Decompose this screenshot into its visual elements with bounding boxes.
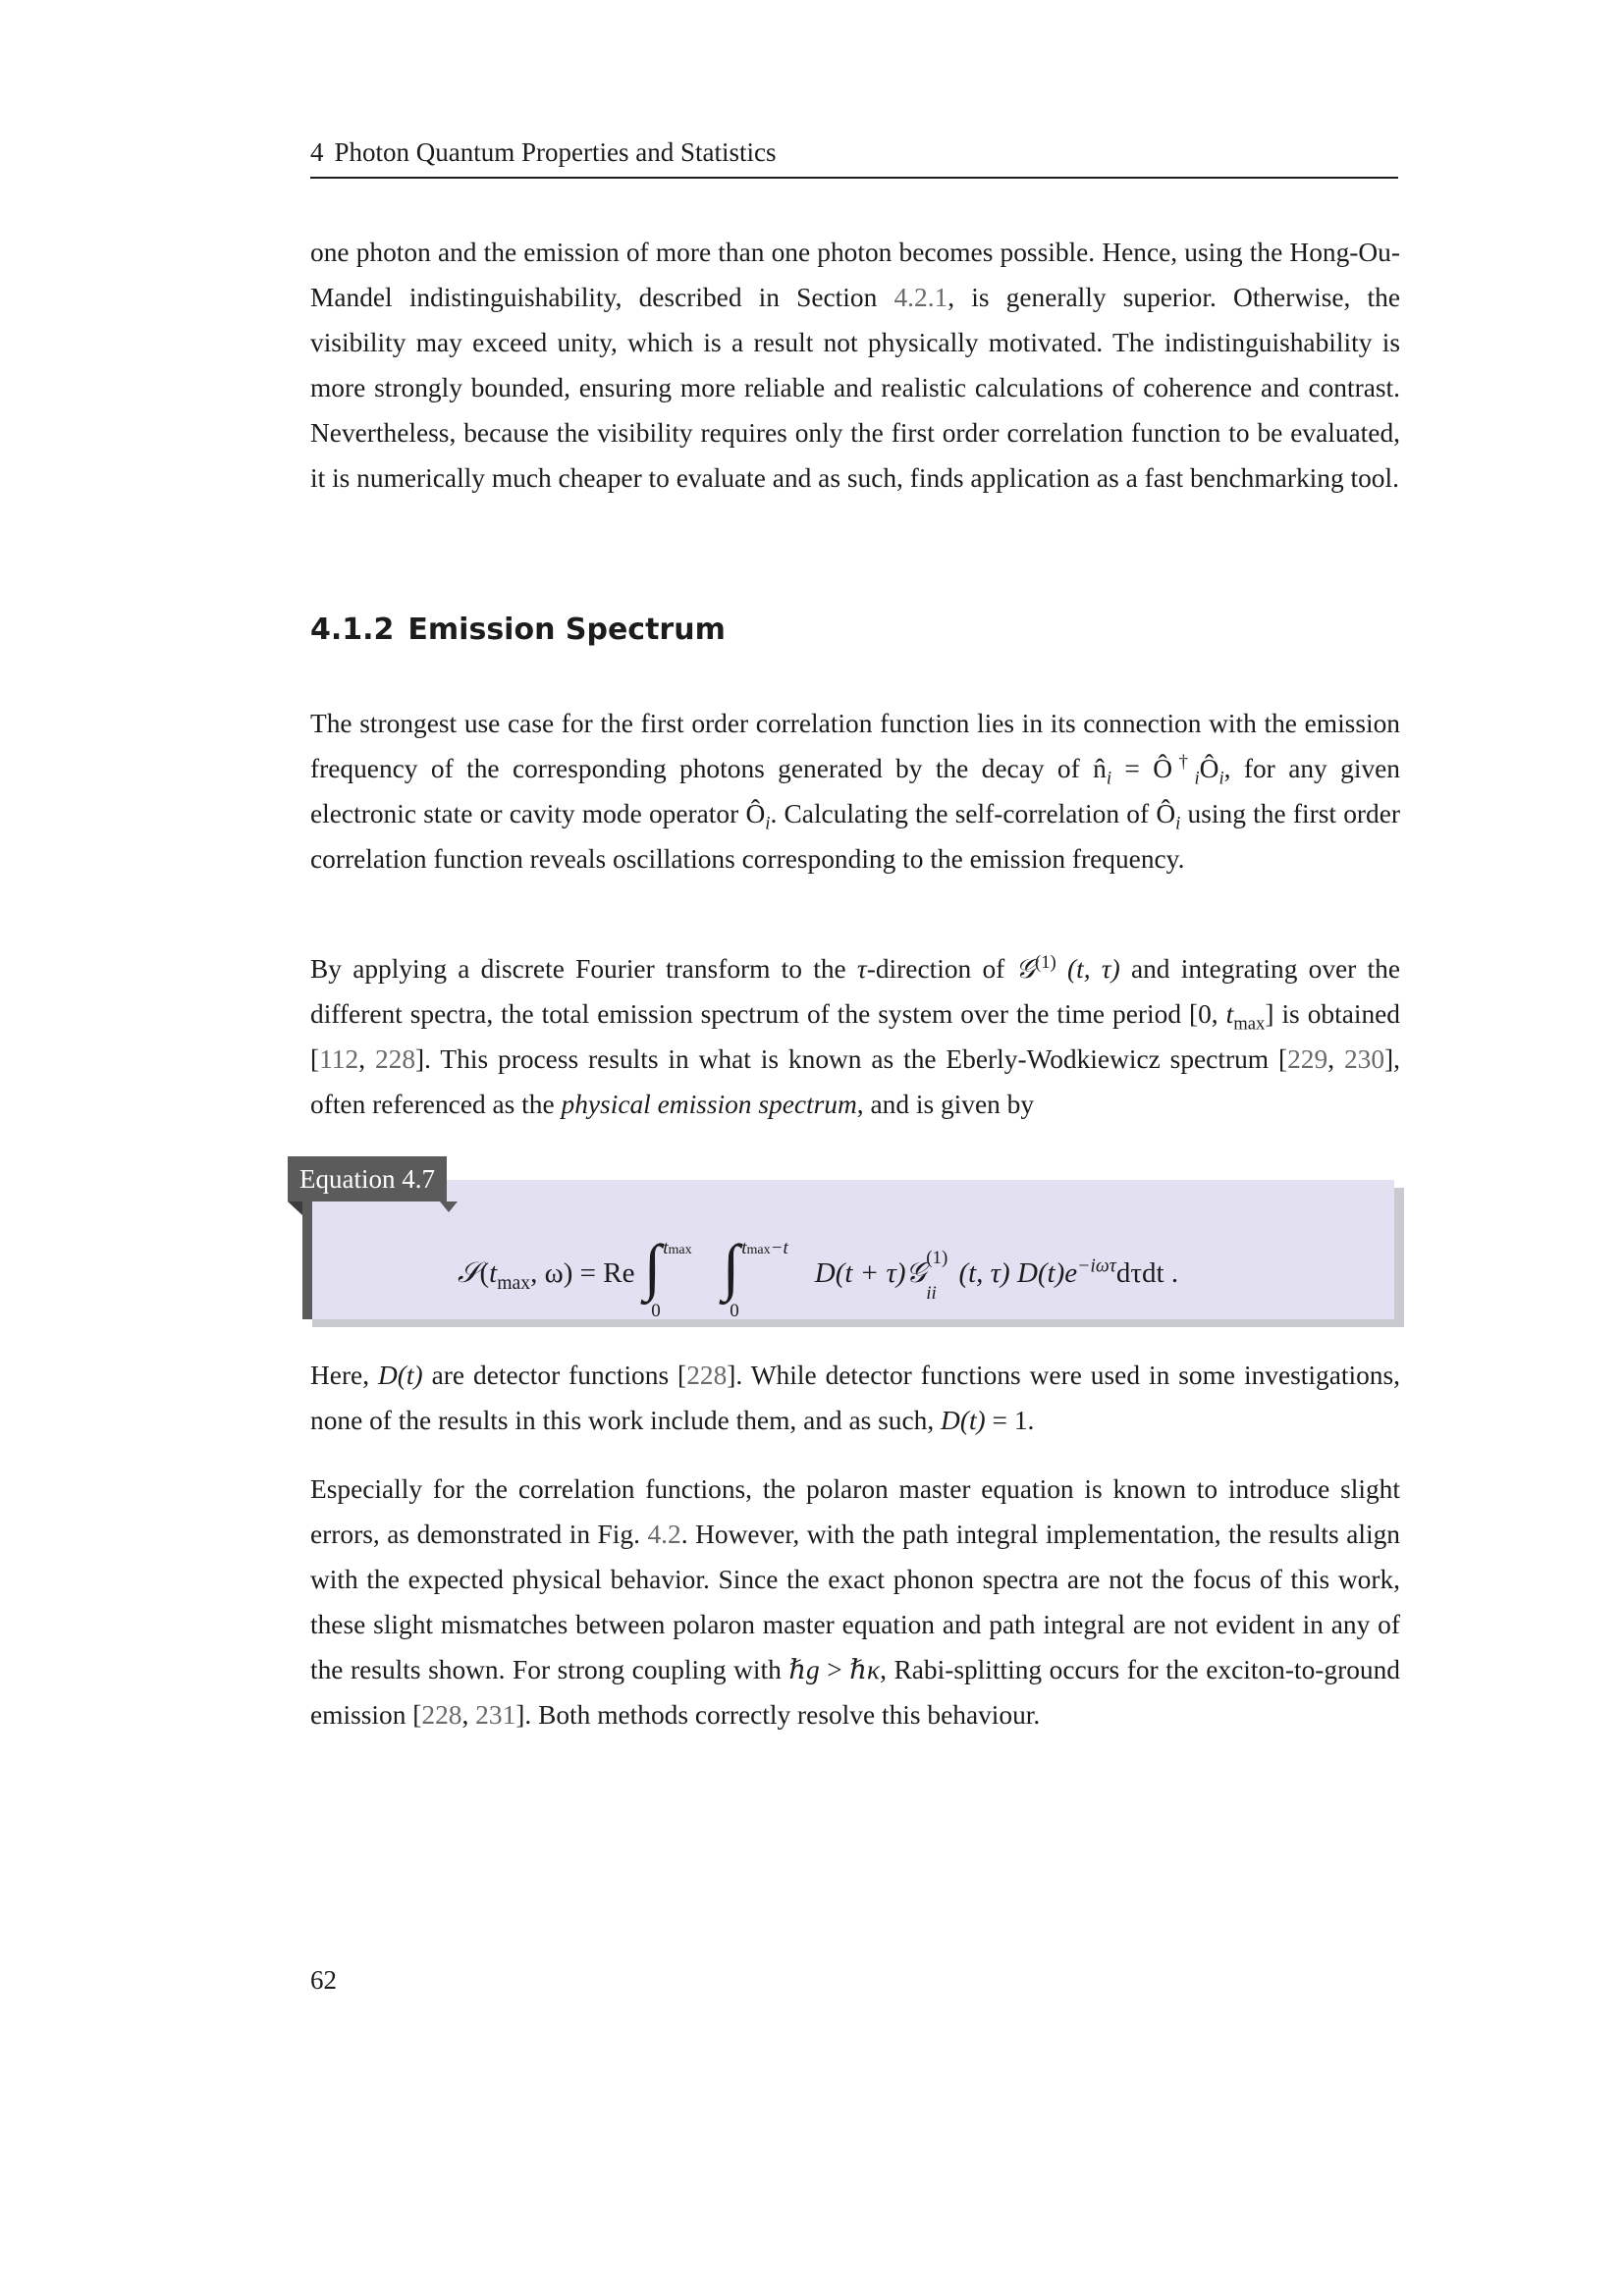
equation-label: Equation 4.7: [288, 1156, 447, 1201]
text: =: [1111, 754, 1154, 783]
citation-link[interactable]: 112: [319, 1044, 359, 1074]
detector-term: D(t + τ): [814, 1257, 906, 1289]
subscript: i: [1106, 768, 1112, 789]
o-operator: Ô: [1156, 799, 1176, 828]
text: >: [819, 1655, 850, 1684]
subscript: ii: [926, 1283, 937, 1304]
paragraph-fourier-transform: [310, 946, 1400, 1127]
section-link[interactable]: 4.2.1: [893, 283, 948, 312]
running-head: [310, 135, 1398, 179]
section-number: 4.1.2: [310, 613, 395, 647]
tau-symbol: τ: [856, 954, 867, 984]
text: are detector functions [: [422, 1361, 687, 1390]
text: ]. This process results in what is known as the Eberly-Wodkiewicz spectrum [: [415, 1044, 1288, 1074]
citation-link[interactable]: 228: [686, 1361, 728, 1390]
text: The strongest use case for the first order correlation function lies in its connection with the emission frequency of the corresponding photons generated by the decay of: [310, 709, 1400, 783]
citation-link[interactable]: 231: [475, 1700, 516, 1730]
text: , for any given electronic state or cavity mode operator: [310, 754, 1400, 828]
spectrum-symbol: 𝒮: [458, 1255, 480, 1289]
citation-link[interactable]: 230: [1343, 1044, 1385, 1074]
text: . Calculating the self-correlation of: [770, 799, 1157, 828]
paragraph-detector-functions: [310, 1353, 1400, 1443]
section-heading: [310, 611, 726, 650]
upper-limit-subscript: max: [668, 1243, 692, 1257]
citation-link[interactable]: 229: [1287, 1044, 1328, 1074]
text: , and is given by: [856, 1090, 1035, 1119]
dagger-superscript: †: [1172, 751, 1195, 773]
text: , Rabi-splitting occurs for the exciton-to-ground emission [: [310, 1655, 1401, 1730]
chapter-number: 4: [310, 137, 324, 167]
figure-link[interactable]: 4.2: [647, 1520, 681, 1549]
citation-link[interactable]: 228: [421, 1700, 462, 1730]
o-operator: Ô: [1199, 754, 1219, 783]
detector-function: D(t): [941, 1406, 986, 1435]
superscript: (1): [1035, 951, 1056, 973]
text: By applying a discrete Fourier transform to the: [310, 954, 857, 984]
page-number: 62: [310, 1965, 337, 1995]
correlation-function-symbol: 𝒢: [905, 1257, 927, 1289]
t-symbol: t: [489, 1257, 498, 1289]
text: ,: [358, 1044, 375, 1074]
subscript: i: [1194, 768, 1200, 789]
text: Here,: [310, 1361, 379, 1390]
subscript: max: [497, 1271, 531, 1294]
subscript: i: [1175, 813, 1181, 834]
paragraph-visibility: [310, 230, 1400, 501]
subscript: max: [1233, 1013, 1266, 1035]
superscript: (1): [926, 1248, 948, 1268]
upper-limit: t: [663, 1238, 669, 1258]
text: -direction of: [866, 954, 1016, 984]
equation-body: (t, τ) D(t)e: [951, 1257, 1078, 1289]
loss-symbol: ℏκ: [849, 1655, 881, 1684]
subscript: i: [1218, 768, 1224, 789]
text: (: [479, 1257, 490, 1289]
lower-limit: 0: [730, 1301, 739, 1321]
upper-limit-rest: −t: [770, 1238, 788, 1258]
equation-differentials: dτdt .: [1115, 1257, 1179, 1289]
text: ,: [1327, 1044, 1344, 1074]
n-operator: n̂: [1093, 754, 1107, 783]
chapter-title: Photon Quantum Properties and Statistics: [334, 137, 777, 167]
detector-function: D(t): [378, 1361, 423, 1390]
text: using the first order correlation function reveals oscillations corresponding to the emission frequency.: [310, 799, 1401, 874]
paragraph-polaron-master-equation: [310, 1467, 1400, 1737]
text: ]. Both methods correctly resolve this behaviour.: [515, 1700, 1041, 1730]
o-operator: Ô: [1153, 754, 1173, 783]
text: and integrating over the different spectra, the total emission spectrum of the system over the time period [0,: [310, 954, 1400, 1029]
text: ,: [461, 1700, 476, 1730]
equation-tab-notch: [288, 1201, 302, 1215]
integral-sign: ∫: [722, 1232, 740, 1302]
correlation-function-symbol: 𝒢: [1015, 954, 1036, 984]
text: ]. While detector functions were used in some investigations, none of the results in this work include them, and as such,: [310, 1361, 1400, 1435]
o-operator: Ô: [745, 799, 766, 828]
text: . However, with the path integral implementation, the results align with the expected physical behavior. Since the exact phonon spectra are not the focus of this work, these slight mismatches between polaron master equation and path integral are not evident in any of the results shown. For strong coupling with: [310, 1520, 1400, 1684]
text: ], often referenced as the: [310, 1044, 1401, 1119]
text: one photon and the emission of more than one photon becomes possible. Hence, using the Hong-Ou-Mandel indistinguishability, described in Section: [310, 238, 1400, 312]
exponent: −iωτ: [1077, 1255, 1116, 1277]
subscript: i: [765, 813, 771, 834]
text: , ω) = Re: [530, 1257, 635, 1289]
integral-sign: ∫: [643, 1232, 662, 1302]
text: = 1.: [985, 1406, 1035, 1435]
equation-4-7: [458, 1217, 1272, 1321]
text: Especially for the correlation functions, the polaron master equation is known to introduce slight errors, as demonstrated in Fig.: [310, 1474, 1400, 1549]
section-title: Emission Spectrum: [407, 613, 726, 647]
lower-limit: 0: [651, 1301, 661, 1321]
text: ] is obtained [: [310, 999, 1401, 1074]
t-symbol: t: [1225, 999, 1234, 1029]
emphasis: physical emission spectrum: [561, 1090, 857, 1119]
function-arguments: (t, τ): [1056, 954, 1120, 984]
citation-link[interactable]: 228: [374, 1044, 416, 1074]
coupling-symbol: ℏg: [788, 1655, 820, 1684]
equation-tab-pointer: [440, 1201, 458, 1212]
upper-limit: t: [741, 1238, 747, 1258]
upper-limit-subscript: max: [746, 1243, 771, 1257]
paragraph-first-order-correlation: [310, 701, 1400, 881]
text: , is generally superior. Otherwise, the visibility may exceed unity, which is a result not physically motivated. The indistinguishability is more strongly bounded, ensuring more reliable and realistic calculations of coherence and contrast. Nevertheless, because the visibility requires only the first order correlation function to be evaluated, it is numerically much cheaper to evaluate and as such, finds application as a fast benchmarking tool.: [310, 283, 1400, 493]
